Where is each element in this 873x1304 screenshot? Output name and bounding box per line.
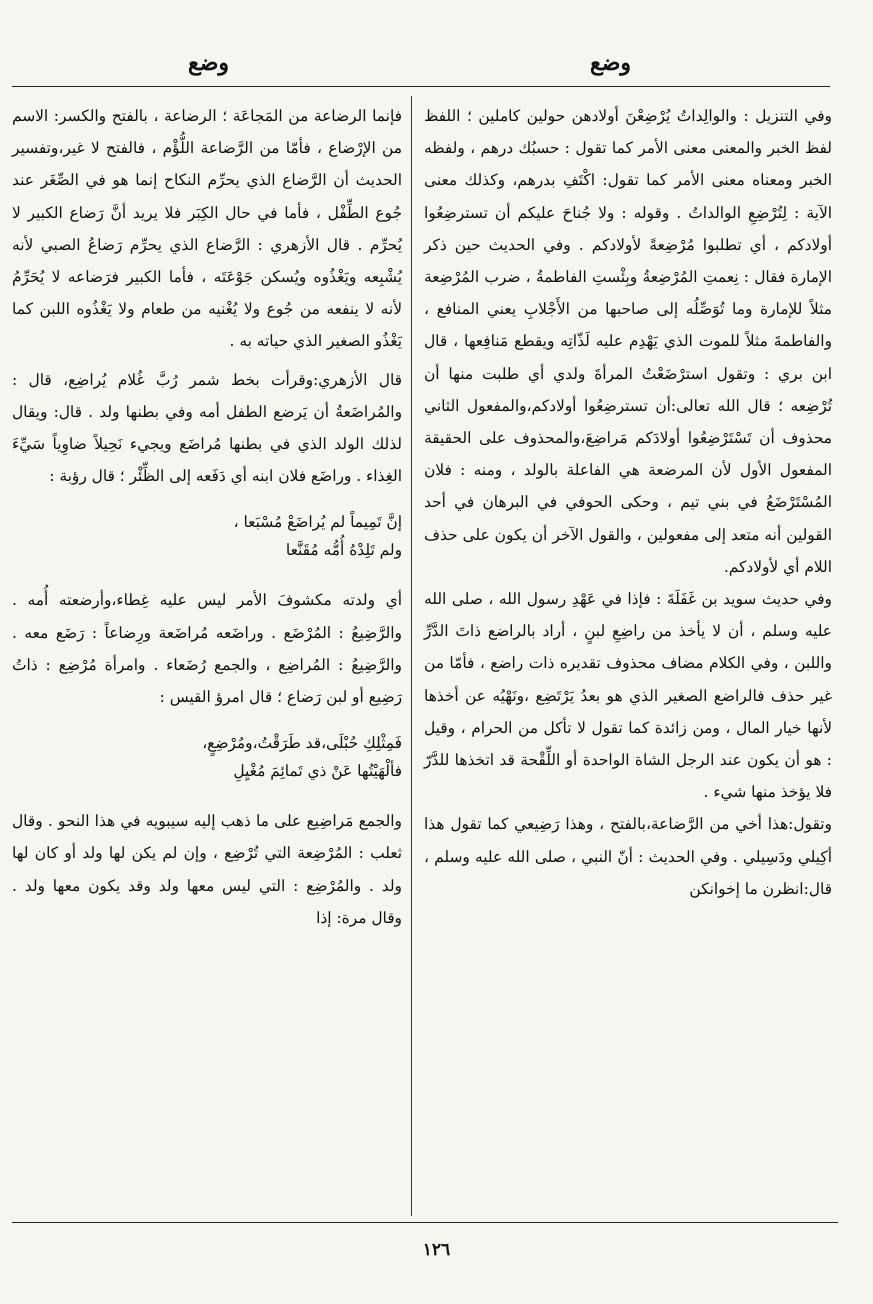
verse-line: إنَّ تَمِيماً لم يُراضَعْ مُسْبَعا ، — [233, 513, 402, 532]
right-column — [424, 100, 832, 905]
verse-line: فَمِثْلِكِ حُبْلَى،قد طَرَقْتُ،ومُرْضِعٍ، — [202, 734, 402, 753]
headword-left: وضع — [188, 50, 230, 76]
verse-imru-al-qays — [12, 729, 402, 785]
verse-line: ولم تَلِدْهُ أُمُّه مُقَنَّعا — [285, 541, 402, 560]
paragraph: أي ولدته مكشوفَ الأمر ليس عليه غِطاء،وأرضعته أُمه . والرَّضِيعُ : المُرْضَع . وراضَعه مُراضَعة ورِضاعاً : رَضَع معه . والرَّضِيعُ : المُراضِع ، والجمع رُضَعاء . وامرأة مُرْضِع : ذاتُ رَضِيع أو لبن رَضاع ؛ قال امرؤ القيس : — [12, 591, 402, 707]
column-divider — [411, 96, 412, 1216]
paragraph: وفي التنزيل : والوالِداتُ يُرْضِعْنَ أولادهن حولين كاملين ؛ اللفظ لفظ الخبر والمعنى معنى الأمر كما تقول : حسبُك درهم ، ولفظه الخبر ومعناه معنى الأمر كما تقول: اكْتَفِ بدرهم، وكذلك معنى الآية : لِتُرْضِعِ الوالداتُ . وقوله : ولا جُناحَ عليكم أن تسترضِعُوا أولادكم ، أي تطلبوا مُرْضِعةً لأولادكم . وفي الحديث حين ذكر الإمارة فقال : نِعمتِ المُرْضِعةُ وبِئْستِ الفاطمةُ ، ضرب المُرْضِعة مثلاً للإمارة وما تُوَصِّلُه إلى صاحبها من الأَجْلابِ يعني المنافع ، والفاطمةَ مثلاً للموت الذي يَهْدِم عليه لَذّاتِه ويقطع مَنافِعها ، قال ابن بري : وتقول استرْضَعْتُ المرأةَ ولدي أي طلبت منها أن تُرْضِعه ؛ قال الله تعالى:أن تسترضِعُوا أولادكم،والمفعول الثاني محذوف أن تَسْتَرْضِعُوا أولادَكم مَراضِعَ،والمحذوف على الحقيقة المفعول الأول لأن المرضعة هي الفاعلة بالولد ، ومنه : فلان المُسْتَرْضَعُ في بني تيم ، وحكى الحوفي في البرهان في أحد القولين أنه متعد إلى مفعولين ، والقول الآخر أن يكون على حذف اللام أي لأولادكم. — [424, 107, 832, 576]
headword-right: وضع — [590, 50, 632, 76]
paragraph: فإنما الرضاعة من المَجاعَة ؛ الرضاعة ، بالفتح والكسر: الاسم من الإرْضاع ، فأمّا من الرَّضاعة اللُّؤْم ، فالفتح لا غير،وتفسير الحديث أن الرَّضاع الذي يحرِّم النكاح إنما هو في الصِّغَر عند جُوع الطِّفْل ، فأما في حال الكِبَر فلا يريد أنَّ رَضاع الكبير لا يُحرِّم . قال الأزهري : الرَّضاع الذي يحرِّم رَضاعُ الصبي لأنه يُشْبِعه ويَغْذُوه ويُسكن جَوْعَتَه ، فأما الكبير فرَضاعه لا يُحَرِّمُ لأنه لا ينفعه من جُوع ولا يُغْنيه من طعام ولا يَغْذُوه اللبن كما يَغْذُو الصغير الذي حياته به . — [12, 107, 402, 351]
top-rule — [12, 86, 830, 87]
left-column — [12, 100, 402, 934]
paragraph: وفي حديث سويد بن غَفَلَةَ : فإذا في عَهْدِ رسول الله ، صلى الله عليه وسلم ، أن لا يأخذ من راضِعِ لبنٍ ، أراد بالراضع ذاتَ الدَّرِّ واللبن ، وفي الكلام مضاف محذوف تقديره ذات راضع ، فأمّا من غير حذف فالراضع الصغير الذي هو بعدُ يَرْتَضِع ،ونَهْيُه عن أخذها لأنها خيار المال ، ومن زائدة كما تقول لا تأكل من الحرام ، وقيل : هو أن يكون عند الرجل الشاة الواحدة أو اللِّقْحة قد اتخذها للدَّرّ فلا يؤخذ منها شيء . — [424, 590, 832, 802]
page-number: ١٢٦ — [422, 1240, 451, 1260]
paragraph: قال الأزهري:وقرأت بخط شمر رُبَّ غُلام يُراضِع، قال : والمُراضَعةُ أن يَرضع الطفل أمه وفي بطنها ولد . قال: ويقال لذلك الولد الذي في بطنها مُراضَع ويجيء نَحِيلاً ضاوِياً سَيِّءَ الغِذاء . وراضَع فلان ابنه أي دَفَعه إلى الظِّئْر ؛ قال رؤبة : — [12, 370, 402, 486]
verse-line: فألْهَيْتُها عَنْ ذي تَمائِمَ مُغْيِلِ — [233, 762, 402, 781]
bottom-rule — [12, 1222, 838, 1223]
paragraph: وتقول:هذا أخي من الرَّضاعة،بالفتح ، وهذا رَضِيعي كما تقول هذا أكِيلي ودَسِيلي . وفي الحديث : أنّ النبي ، صلى الله عليه وسلم ، قال:انظرن ما إخوانكن — [424, 815, 832, 898]
paragraph: والجمع مَراضِيع على ما ذهب إليه سيبويه في هذا النحو . وقال ثعلب : المُرْضِعة التي تُرْضِع ، وإن لم يكن لها ولد أو كان لها ولد . والمُرْضِع : التي ليس معها ولد وقد يكون معها ولد . وقال مرة: إذا — [12, 812, 402, 927]
verse-rajaz — [12, 508, 402, 564]
